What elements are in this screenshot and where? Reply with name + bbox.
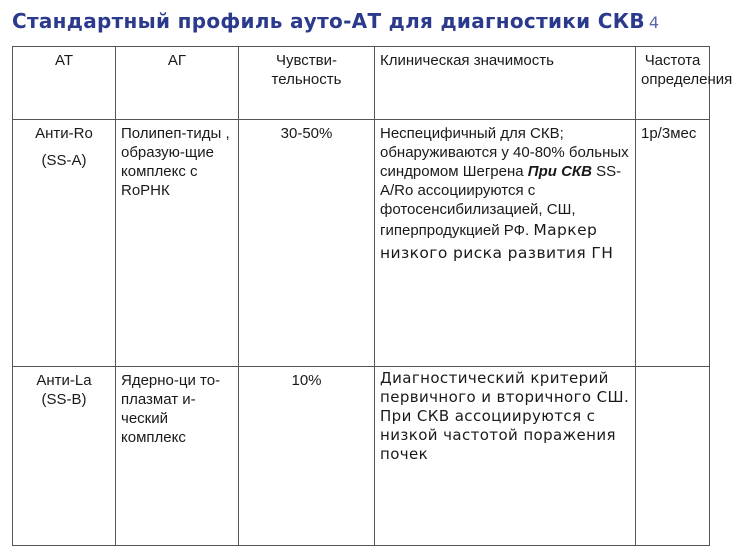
clinical-cell: Диагностический критерий первичного и вторичного СШ. При СКВ ассоциируются с низкой частотой поражения почек (375, 367, 636, 546)
slide-number: 4 (648, 13, 660, 32)
clinical-cell (375, 120, 636, 367)
sensitivity-cell: 10% (239, 367, 375, 546)
antigen-cell: Ядерно-ци то-плазмат и-ческий комплекс (116, 367, 239, 546)
header-frequency: Частота определения (636, 47, 710, 120)
frequency-cell (636, 367, 710, 546)
antibody-alias: (SS-B) (41, 391, 87, 408)
clinical-text-part3: Маркер низкого риска развития ГН (380, 221, 614, 262)
frequency-cell: 1р/3мес (636, 120, 710, 367)
sensitivity-cell: 30-50% (239, 120, 375, 367)
antigen-cell: Полипеп-тиды , образую-щие комплекс с RoРНК (116, 120, 239, 367)
table-row (13, 367, 710, 546)
table-row (13, 120, 710, 367)
antibody-cell (13, 367, 116, 546)
clinical-text-part1: Неспецифичный для СКВ; обнаруживаются у 40-80% больных синдромом Шегрена (380, 125, 629, 180)
antibody-name: Анти-Ro (35, 125, 93, 142)
header-antigen: АГ (116, 47, 239, 120)
antibody-alias: (SS-A) (41, 152, 87, 169)
antibody-cell (13, 120, 116, 367)
header-clinical: Клиническая значимость (375, 47, 636, 120)
table-header-row (13, 47, 710, 120)
clinical-text-part2: SS-A/Ro ассоциируются с фотосенсибилизацией, СШ, гиперпродукцией РФ. (380, 163, 622, 239)
header-antibody: АТ (13, 47, 116, 120)
header-sensitivity: Чувстви-тельность (239, 47, 375, 120)
antibody-name: Анти-La (36, 372, 92, 389)
slide-title-text: Стандартный профиль ауто-АТ для диагностики СКВ (12, 9, 645, 33)
clinical-emphasis: При СКВ (527, 163, 592, 180)
autoantibody-table (12, 46, 732, 546)
